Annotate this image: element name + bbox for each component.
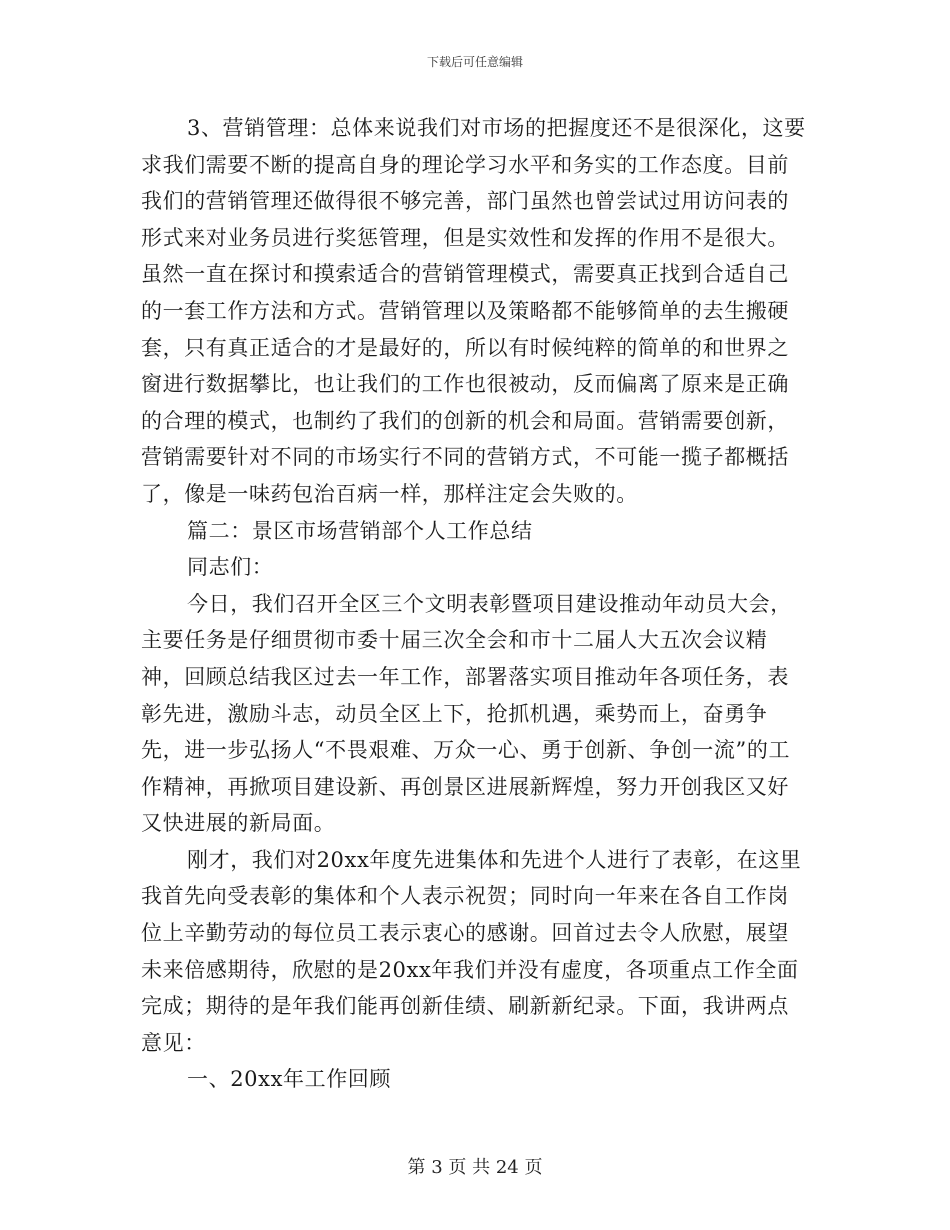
page-header: 下载后可任意编辑 [426, 55, 523, 69]
paragraph-meeting-intro: 今日，我们召开全区三个文明表彰暨项目建设推动年动员大会，主要任务是仔细贯彻市委十届三次全会和市十二届人大五次会议精神，回顾总结我区过去一年工作，部署落实项目推动年各项任务，表彰先进，激励斗志，动员全区上下，抢抓机遇，乘势而上，奋勇争先，进一步弘扬人“不畏艰难、万众一心、勇于创新、争创一流”的工作精神，再掀项目建设新、再创景区进展新辉煌，努力开创我区又好又快进展的新局面。 [141, 591, 792, 836]
section-title-part-two: 篇二：景区市场营销部个人工作总结 [187, 518, 533, 543]
paragraph-marketing-management: 3、营销管理：总体来说我们对市场的把握度还不是很深化，这要求我们需要不断的提高自身的理论学习水平和务实的工作态度。目前我们的营销管理还做得很不够完善，部门虽然也曾尝试过用访问表的形式来对业务员进行奖惩管理，但是实效性和发挥的作用不是很大。虽然一直在探讨和摸索适合的营销管理模式，需要真正找到合适自己的一套工作方法和方式。营销管理以及策略都不能够简单的去生搬硬套，只有真正适合的才是最好的，所以有时候纯粹的简单的和世界之窗进行数据攀比，也让我们的工作也很被动，反而偏离了原来是正确的合理的模式，也制约了我们的创新的机会和局面。营销需要创新，营销需要针对不同的市场实行不同的营销方式，不可能一揽子都概括了，像是一味药包治百病一样，那样注定会失败的。 [141, 116, 806, 506]
page-footer: 第 3 页 共 24 页 [407, 1157, 543, 1178]
paragraph-commendation: 刚才，我们对20xx年度先进集体和先进个人进行了表彰，在这里我首先向受表彰的集体和个人表示祝贺；同时向一年来在各自工作岗位上辛勤劳动的每位员工表示衷心的感谢。回首过去令人欣慰，展望未来倍感期待，欣慰的是20xx年我们并没有虚度，各项重点工作全面完成；期待的是年我们能再创新佳绩、刷新新纪录。下面，我讲两点意见： [141, 847, 802, 1055]
document-body [141, 110, 809, 1098]
salutation: 同志们： [187, 555, 274, 580]
section-heading-review: 一、20xx年工作回顾 [187, 1067, 392, 1092]
